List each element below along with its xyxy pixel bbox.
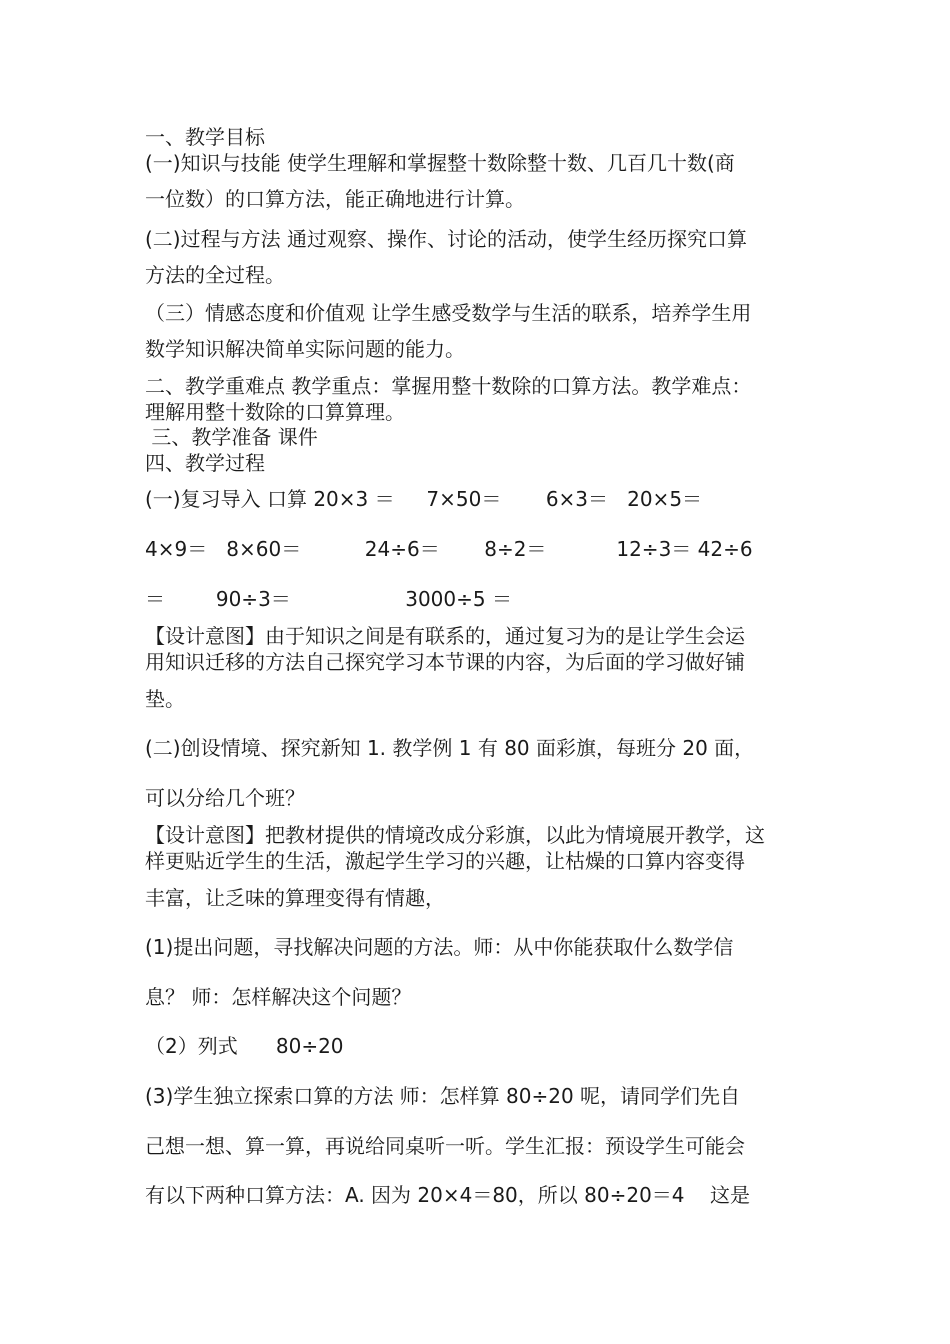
paragraph-line: (1)提出问题，寻找解决问题的方法。师：从中你能获取什么数学信 xyxy=(145,935,734,959)
arithmetic-line: (一)复习导入 口算 20×3 ＝ 7×50＝ 6×3＝ 20×5＝ xyxy=(145,487,703,511)
paragraph-line: 垫。 xyxy=(145,687,185,711)
paragraph-line: (一)知识与技能 使学生理解和掌握整十数除整十数、几百几十数(商 xyxy=(145,151,735,175)
arithmetic-line: 4×9＝ 8×60＝ 24÷6＝ 8÷2＝ 12÷3＝ 42÷6 xyxy=(145,537,753,561)
heading-new-knowledge: (二)创设情境、探究新知 1. 教学例 1 有 80 面彩旗，每班分 20 面， xyxy=(145,736,755,760)
heading-teaching-process: 四、教学过程 xyxy=(145,451,265,475)
paragraph-line: 数学知识解决简单实际问题的能力。 xyxy=(145,337,465,361)
arithmetic-line: ＝ 90÷3＝ 3000÷5 ＝ xyxy=(145,587,512,611)
paragraph-line: 方法的全过程。 xyxy=(145,263,285,287)
heading-key-points: 二、教学重难点 教学重点：掌握用整十数除的口算方法。教学难点： xyxy=(145,374,752,398)
paragraph-line: 息？ 师：怎样解决这个问题？ xyxy=(145,985,412,1009)
paragraph-line: 丰富，让乏味的算理变得有情趣， xyxy=(145,886,445,910)
paragraph-line: 用知识迁移的方法自己探究学习本节课的内容，为后面的学习做好铺 xyxy=(145,650,745,674)
paragraph-line: 理解用整十数除的口算算理。 xyxy=(145,400,405,424)
paragraph-line: （三）情感态度和价值观 让学生感受数学与生活的联系，培养学生用 xyxy=(145,301,752,325)
heading-teaching-goals: 一、教学目标 xyxy=(145,125,265,149)
paragraph-line: 样更贴近学生的生活，激起学生学习的兴趣，让枯燥的口算内容变得 xyxy=(145,849,745,873)
paragraph-line: (3)学生独立探索口算的方法 师：怎样算 80÷20 呢，请同学们先自 xyxy=(145,1084,741,1108)
design-intent-line: 【设计意图】把教材提供的情境改成分彩旗，以此为情境展开教学，这 xyxy=(145,823,765,847)
paragraph-line: (二)过程与方法 通过观察、操作、讨论的活动，使学生经历探究口算 xyxy=(145,227,747,251)
paragraph-line: 一位数）的口算方法，能正确地进行计算。 xyxy=(145,187,525,211)
equation-line: （2）列式 80÷20 xyxy=(145,1034,344,1058)
paragraph-line: 己想一想、算一算，再说给同桌听一听。学生汇报：预设学生可能会 xyxy=(145,1134,745,1158)
design-intent-line: 【设计意图】由于知识之间是有联系的，通过复习为的是让学生会运 xyxy=(145,624,745,648)
paragraph-line: 有以下两种口算方法：A. 因为 20×4＝80，所以 80÷20＝4 这是 xyxy=(145,1183,750,1207)
paragraph-line: 可以分给几个班？ xyxy=(145,786,305,810)
heading-preparation: 三、教学准备 课件 xyxy=(145,425,318,449)
